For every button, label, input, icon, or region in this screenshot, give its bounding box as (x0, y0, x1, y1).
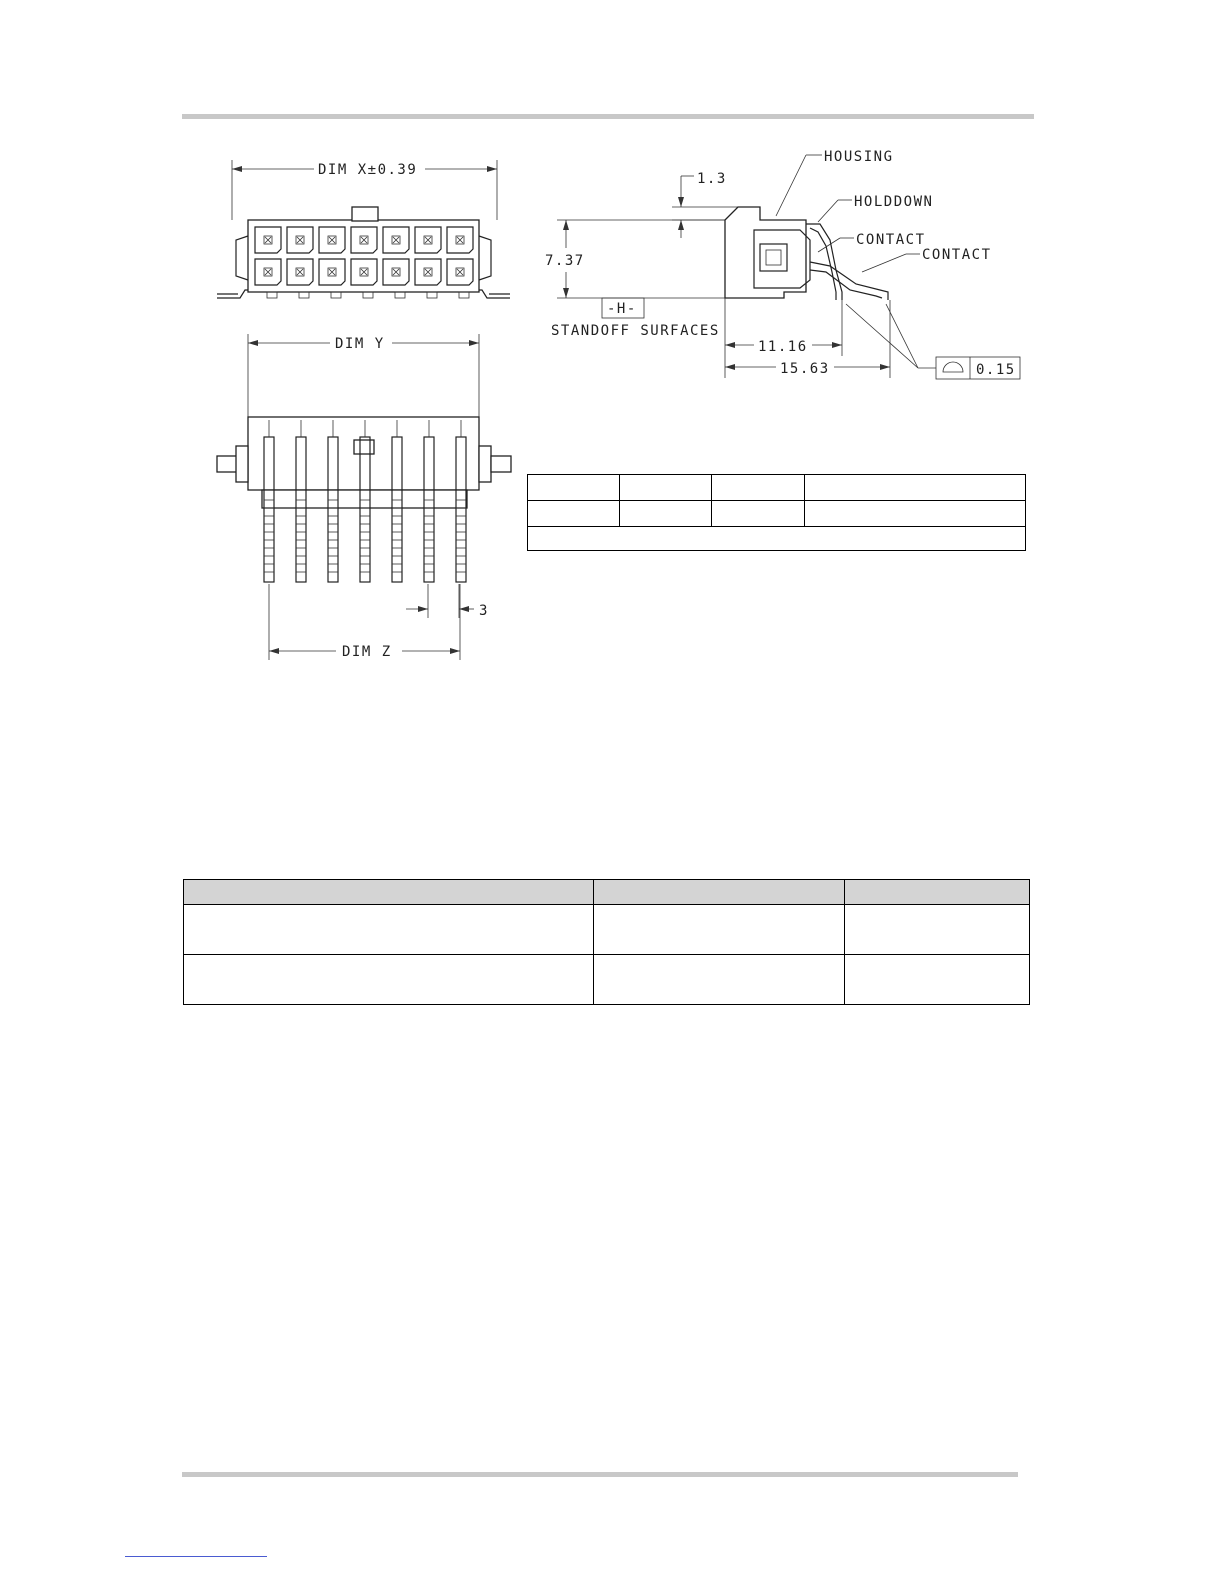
bottom-tab (427, 292, 437, 298)
bottom-view (217, 334, 511, 660)
standoff-surfaces-label: STANDOFF SURFACES (551, 323, 720, 339)
bottom-tab (395, 292, 405, 298)
connector-technical-drawing (0, 0, 1224, 700)
bottom-tab (363, 292, 373, 298)
dim-1-3-label: 1.3 (697, 171, 727, 187)
dim-7-37-label: 7.37 (545, 253, 585, 269)
bottom-tab (267, 292, 277, 298)
table-row (528, 475, 1026, 501)
table-header-row (184, 880, 1030, 905)
parts-table (183, 879, 1030, 1005)
dim-11-16-label: 11.16 (758, 339, 808, 355)
dim-x-label: DIM X±0.39 (318, 162, 418, 178)
footer-link-underline[interactable] (125, 1556, 267, 1557)
callout-holddown: HOLDDOWN (854, 194, 934, 210)
side-view (545, 149, 1020, 379)
front-view (217, 160, 510, 298)
callout-contact-2: CONTACT (922, 247, 992, 263)
callout-housing: HOUSING (824, 149, 894, 165)
tolerance-label: 0.15 (976, 362, 1016, 378)
bottom-tab (459, 292, 469, 298)
table-row (528, 527, 1026, 551)
bottom-tab (299, 292, 309, 298)
bottom-tab (331, 292, 341, 298)
dim-y-label: DIM Y (335, 336, 385, 352)
datum-h-label: -H- (607, 301, 637, 317)
table-row (528, 501, 1026, 527)
table-row (184, 905, 1030, 955)
callout-contact-1: CONTACT (856, 232, 926, 248)
bottom-rule (182, 1472, 1018, 1477)
dim-z-label: DIM Z (342, 644, 392, 660)
dim-15-63-label: 15.63 (780, 361, 830, 377)
table-row (184, 955, 1030, 1005)
dimension-table (527, 474, 1026, 551)
pitch-label: 3 (479, 603, 489, 619)
